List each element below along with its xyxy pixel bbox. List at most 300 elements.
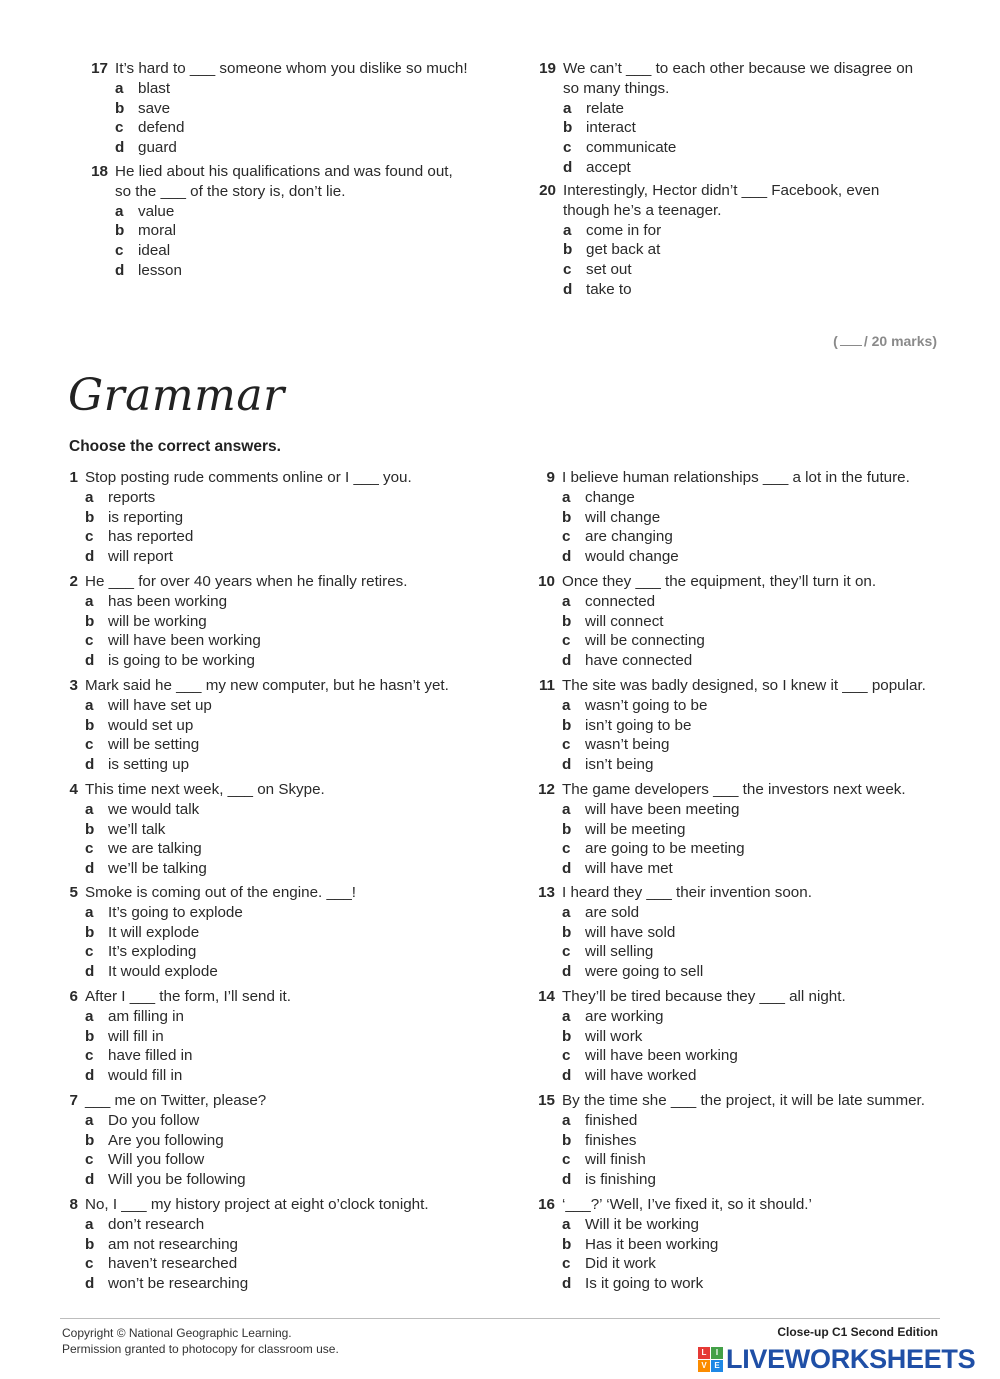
- question-number: 5: [69, 884, 78, 901]
- answer-options: [85, 696, 212, 775]
- logo-tile: E: [711, 1360, 723, 1372]
- option-letter: b: [115, 99, 125, 117]
- option-d[interactable]: [562, 755, 707, 775]
- option-text: will report: [108, 548, 173, 566]
- option-letter: d: [85, 1067, 95, 1085]
- option-text: am not researching: [108, 1235, 239, 1253]
- option-c[interactable]: [562, 631, 705, 651]
- option-b[interactable]: [85, 716, 212, 736]
- stem-line: Smoke is coming out of the engine. ___!: [85, 884, 357, 901]
- option-b[interactable]: [85, 612, 261, 632]
- option-text: isn’t going to be: [585, 716, 692, 734]
- option-letter: a: [85, 1111, 94, 1129]
- option-letter: d: [85, 652, 95, 670]
- option-text: haven’t researched: [108, 1255, 238, 1273]
- option-text: Will you be following: [108, 1171, 246, 1189]
- option-text: relate: [586, 99, 624, 117]
- option-text: Will you follow: [108, 1151, 205, 1169]
- option-letter: c: [562, 1151, 571, 1169]
- option-letter: a: [85, 1215, 94, 1233]
- instruction: Choose the correct answers.: [69, 438, 281, 455]
- option-c[interactable]: [85, 735, 212, 755]
- question-stem: [85, 780, 325, 800]
- option-b[interactable]: [562, 1131, 656, 1151]
- option-c[interactable]: [85, 839, 207, 859]
- option-c[interactable]: [85, 631, 261, 651]
- option-text: accept: [586, 158, 631, 176]
- question-number: 7: [69, 1092, 78, 1109]
- option-text: will be meeting: [585, 820, 686, 838]
- option-letter: a: [85, 488, 94, 506]
- option-d[interactable]: [85, 859, 207, 879]
- question-number: 19: [539, 60, 556, 77]
- option-text: won’t be researching: [108, 1275, 249, 1293]
- stem-line: I believe human relationships ___ a lot in the future.: [562, 469, 910, 486]
- option-d[interactable]: [562, 859, 745, 879]
- option-d[interactable]: [85, 962, 243, 982]
- option-a[interactable]: [85, 800, 207, 820]
- option-a[interactable]: [85, 903, 243, 923]
- option-text: will work: [585, 1027, 643, 1045]
- option-text: will have sold: [585, 923, 676, 941]
- option-text: has been working: [108, 592, 228, 610]
- question-stem: [562, 468, 910, 488]
- option-letter: b: [562, 1235, 572, 1253]
- answer-options: [85, 1007, 192, 1086]
- option-a[interactable]: [115, 202, 182, 222]
- option-letter: d: [115, 261, 125, 279]
- option-letter: c: [115, 242, 124, 260]
- option-text: will be working: [108, 612, 207, 630]
- option-letter: c: [85, 632, 94, 650]
- stem-line: He lied about his qualifications and was found out,: [115, 163, 453, 180]
- option-d[interactable]: [85, 1274, 248, 1294]
- option-letter: c: [85, 1047, 94, 1065]
- option-letter: a: [562, 1111, 571, 1129]
- question-stem: [85, 987, 291, 1007]
- option-letter: c: [562, 840, 571, 858]
- option-a[interactable]: [85, 1215, 248, 1235]
- option-letter: b: [562, 820, 572, 838]
- option-text: will finish: [585, 1151, 646, 1169]
- option-d[interactable]: [85, 547, 193, 567]
- option-text: will have been working: [108, 632, 261, 650]
- option-letter: c: [562, 1047, 571, 1065]
- question-stem: [562, 780, 906, 800]
- option-letter: d: [563, 280, 573, 298]
- option-letter: b: [562, 1131, 572, 1149]
- option-text: finishes: [585, 1131, 637, 1149]
- answer-options: [85, 903, 243, 982]
- option-letter: c: [85, 736, 94, 754]
- option-text: will be connecting: [585, 632, 705, 650]
- option-b[interactable]: [562, 508, 679, 528]
- option-text: would set up: [108, 716, 194, 734]
- option-letter: c: [563, 139, 572, 157]
- option-letter: d: [563, 158, 573, 176]
- option-text: will have set up: [108, 696, 212, 714]
- answer-options: [115, 79, 184, 158]
- option-letter: b: [85, 1027, 95, 1045]
- option-letter: b: [562, 612, 572, 630]
- option-a[interactable]: [115, 79, 184, 99]
- question-number: 6: [69, 988, 78, 1005]
- question-number: 9: [546, 469, 555, 486]
- answer-options: [562, 1007, 738, 1086]
- option-a[interactable]: [85, 1007, 192, 1027]
- option-letter: d: [85, 860, 95, 878]
- answer-options: [85, 1111, 246, 1190]
- option-text: Did it work: [585, 1255, 656, 1273]
- option-c[interactable]: [563, 260, 661, 280]
- option-text: guard: [138, 139, 177, 157]
- option-text: wasn’t going to be: [585, 696, 708, 714]
- option-letter: d: [562, 1171, 572, 1189]
- option-a[interactable]: [562, 903, 703, 923]
- marks-blank[interactable]: [840, 345, 862, 346]
- option-c[interactable]: [562, 735, 707, 755]
- option-a[interactable]: [562, 1111, 656, 1131]
- option-letter: c: [85, 528, 94, 546]
- option-d[interactable]: [85, 1170, 246, 1190]
- option-b[interactable]: [562, 1235, 718, 1255]
- option-text: will change: [585, 508, 661, 526]
- copyright-notice: [62, 1325, 339, 1357]
- question-stem: [85, 468, 412, 488]
- option-letter: a: [562, 1007, 571, 1025]
- option-letter: b: [563, 241, 573, 259]
- stem-line: They’ll be tired because they ___ all night.: [562, 988, 846, 1005]
- option-text: isn’t being: [585, 756, 654, 774]
- option-letter: b: [85, 612, 95, 630]
- liveworksheets-brand: LIVEWORKSHEETS: [726, 1343, 976, 1374]
- option-b[interactable]: [85, 1131, 246, 1151]
- answer-options: [562, 1111, 656, 1190]
- option-a[interactable]: [85, 488, 193, 508]
- option-text: has reported: [108, 528, 194, 546]
- option-c[interactable]: [562, 942, 703, 962]
- question-number: 2: [69, 573, 78, 590]
- option-b[interactable]: [115, 221, 182, 241]
- option-letter: a: [85, 1007, 94, 1025]
- option-b[interactable]: [562, 716, 707, 736]
- option-d[interactable]: [562, 547, 679, 567]
- answer-options: [563, 99, 676, 178]
- option-letter: c: [115, 119, 124, 137]
- option-b[interactable]: [563, 240, 661, 260]
- option-text: will have been working: [585, 1047, 738, 1065]
- stem-line: Stop posting rude comments online or I ___ you.: [85, 469, 412, 486]
- option-text: will have met: [585, 860, 673, 878]
- option-c[interactable]: [115, 241, 182, 261]
- option-text: we’ll be talking: [108, 860, 207, 878]
- option-b[interactable]: [562, 1027, 738, 1047]
- option-a[interactable]: [563, 221, 661, 241]
- stem-line: By the time she ___ the project, it will be late summer.: [562, 1092, 925, 1109]
- option-a[interactable]: [562, 800, 745, 820]
- answer-options: [562, 592, 705, 671]
- answer-options: [115, 202, 182, 281]
- option-text: will have been meeting: [585, 800, 740, 818]
- stem-line: ___ me on Twitter, please?: [85, 1092, 267, 1109]
- option-text: set out: [586, 261, 632, 279]
- option-text: finished: [585, 1111, 638, 1129]
- option-text: don’t research: [108, 1215, 205, 1233]
- option-d[interactable]: [85, 651, 261, 671]
- logo-tile: L: [698, 1347, 710, 1359]
- option-c[interactable]: [85, 1150, 246, 1170]
- option-letter: c: [563, 261, 572, 279]
- option-text: have connected: [585, 652, 693, 670]
- option-letter: d: [85, 548, 95, 566]
- option-c[interactable]: [562, 1254, 718, 1274]
- option-letter: a: [562, 592, 571, 610]
- option-letter: d: [562, 652, 572, 670]
- option-letter: a: [562, 903, 571, 921]
- footer-divider: [60, 1318, 940, 1319]
- option-text: communicate: [586, 139, 677, 157]
- option-text: value: [138, 202, 175, 220]
- option-text: is finishing: [585, 1171, 656, 1189]
- question-stem: [562, 883, 812, 903]
- question-stem: [562, 1091, 925, 1111]
- option-text: wasn’t being: [585, 736, 670, 754]
- question-number: 13: [538, 884, 555, 901]
- option-c[interactable]: [562, 839, 745, 859]
- option-text: It would explode: [108, 963, 218, 981]
- option-b[interactable]: [85, 820, 207, 840]
- option-letter: d: [562, 1067, 572, 1085]
- option-text: are changing: [585, 528, 673, 546]
- answer-options: [562, 488, 679, 567]
- option-text: connected: [585, 592, 656, 610]
- question-stem: [85, 1195, 429, 1215]
- option-letter: b: [85, 1131, 95, 1149]
- question-number: 4: [69, 781, 78, 798]
- answer-options: [85, 1215, 248, 1294]
- option-letter: d: [85, 756, 95, 774]
- stem-line: so many things.: [563, 79, 670, 97]
- question-number: 8: [69, 1196, 78, 1213]
- option-b[interactable]: [85, 508, 193, 528]
- question-number: 16: [538, 1196, 555, 1213]
- option-letter: d: [85, 963, 95, 981]
- stem-line: ‘___?’ ‘Well, I’ve fixed it, so it should.’: [562, 1196, 812, 1213]
- question-stem: [562, 572, 876, 592]
- answer-options: [85, 488, 193, 567]
- option-text: reports: [108, 488, 156, 506]
- stem-line: so the ___ of the story is, don’t lie.: [115, 182, 346, 200]
- question-number: 18: [91, 163, 108, 180]
- option-c[interactable]: [563, 138, 676, 158]
- option-text: will connect: [585, 612, 664, 630]
- option-c[interactable]: [562, 1150, 656, 1170]
- option-a[interactable]: [562, 1215, 718, 1235]
- stem-line: though he’s a teenager.: [563, 201, 722, 219]
- option-letter: b: [115, 222, 125, 240]
- question-stem: [85, 676, 449, 696]
- option-letter: c: [562, 943, 571, 961]
- question-stem: [115, 162, 453, 202]
- option-text: interact: [586, 119, 636, 137]
- option-text: am filling in: [108, 1007, 184, 1025]
- option-text: will be setting: [108, 736, 200, 754]
- option-d[interactable]: [115, 138, 184, 158]
- option-b[interactable]: [562, 923, 703, 943]
- copyright-text: Copyright © National Geographic Learning.: [62, 1326, 292, 1340]
- stem-line: It’s hard to ___ someone whom you dislike so much!: [115, 60, 468, 77]
- logo-tile: I: [711, 1347, 723, 1359]
- stem-line: The site was badly designed, so I knew it ___ popular.: [562, 677, 926, 694]
- option-letter: b: [562, 508, 572, 526]
- option-text: It’s exploding: [108, 943, 197, 961]
- option-b[interactable]: [563, 118, 676, 138]
- option-text: save: [138, 99, 171, 117]
- option-d[interactable]: [563, 158, 676, 178]
- option-text: Do you follow: [108, 1111, 200, 1129]
- option-d[interactable]: [562, 962, 703, 982]
- option-a[interactable]: [85, 696, 212, 716]
- option-letter: b: [562, 923, 572, 941]
- option-a[interactable]: [562, 696, 707, 716]
- option-letter: c: [562, 528, 571, 546]
- question-stem: [85, 1091, 266, 1111]
- option-b[interactable]: [562, 612, 705, 632]
- question-stem: [85, 883, 356, 903]
- option-text: ideal: [138, 242, 171, 260]
- option-d[interactable]: [85, 1066, 192, 1086]
- option-b[interactable]: [562, 820, 745, 840]
- answer-options: [562, 800, 745, 879]
- question-stem: [85, 572, 407, 592]
- marks-total: / 20 marks): [863, 333, 937, 349]
- option-b[interactable]: [85, 923, 243, 943]
- question-stem: [562, 676, 926, 696]
- vocab-marks: [700, 333, 937, 349]
- option-text: defend: [138, 119, 185, 137]
- option-text: It’s going to explode: [108, 903, 243, 921]
- option-a[interactable]: [562, 592, 705, 612]
- option-b[interactable]: [85, 1235, 248, 1255]
- option-letter: c: [85, 1255, 94, 1273]
- option-d[interactable]: [562, 651, 705, 671]
- option-letter: a: [85, 903, 94, 921]
- option-c[interactable]: [85, 1046, 192, 1066]
- option-c[interactable]: [115, 118, 184, 138]
- option-b[interactable]: [115, 99, 184, 119]
- option-text: would change: [585, 548, 679, 566]
- option-text: would fill in: [108, 1067, 183, 1085]
- answer-options: [85, 592, 261, 671]
- stem-line: Mark said he ___ my new computer, but he hasn’t yet.: [85, 677, 449, 694]
- question-number: 12: [538, 781, 555, 798]
- option-c[interactable]: [562, 527, 679, 547]
- option-d[interactable]: [562, 1066, 738, 1086]
- marks-open: (: [833, 333, 838, 349]
- option-text: Are you following: [108, 1131, 224, 1149]
- option-letter: d: [85, 1275, 95, 1293]
- option-d[interactable]: [115, 261, 182, 281]
- question-number: 15: [538, 1092, 555, 1109]
- option-letter: b: [562, 1027, 572, 1045]
- option-a[interactable]: [562, 1007, 738, 1027]
- answer-options: [563, 221, 661, 300]
- option-letter: c: [85, 840, 94, 858]
- liveworksheets-logo[interactable]: [698, 1344, 975, 1374]
- option-a[interactable]: [85, 592, 261, 612]
- option-text: Will it be working: [585, 1215, 699, 1233]
- question-number: 17: [91, 60, 108, 77]
- question-stem: [562, 1195, 812, 1215]
- stem-line: No, I ___ my history project at eight o’clock tonight.: [85, 1196, 429, 1213]
- option-d[interactable]: [563, 280, 661, 300]
- option-c[interactable]: [85, 1254, 248, 1274]
- option-letter: a: [115, 202, 124, 220]
- option-a[interactable]: [85, 1111, 246, 1131]
- stem-line: Once they ___ the equipment, they’ll turn it on.: [562, 573, 877, 590]
- option-text: we’ll talk: [108, 820, 166, 838]
- question-stem: [115, 59, 468, 79]
- option-text: change: [585, 488, 635, 506]
- option-letter: c: [85, 943, 94, 961]
- option-text: lesson: [138, 261, 182, 279]
- option-letter: a: [85, 800, 94, 818]
- permission-text: Permission granted to photocopy for classroom use.: [62, 1342, 339, 1356]
- option-d[interactable]: [85, 755, 212, 775]
- stem-line: After I ___ the form, I’ll send it.: [85, 988, 291, 1005]
- option-text: are working: [585, 1007, 664, 1025]
- option-d[interactable]: [562, 1274, 718, 1294]
- stem-line: Interestingly, Hector didn’t ___ Facebook, even: [563, 182, 880, 199]
- stem-line: We can’t ___ to each other because we disagree on: [563, 60, 914, 77]
- liveworksheets-logo-icon: [698, 1347, 723, 1372]
- option-letter: c: [562, 1255, 571, 1273]
- option-letter: d: [562, 1275, 572, 1293]
- section-title: Grammar: [68, 370, 285, 421]
- option-letter: d: [562, 548, 572, 566]
- option-letter: d: [562, 963, 572, 981]
- logo-tile: V: [698, 1360, 710, 1372]
- option-b[interactable]: [85, 1027, 192, 1047]
- option-letter: d: [562, 756, 572, 774]
- option-text: are sold: [585, 903, 640, 921]
- option-text: are going to be meeting: [585, 840, 745, 858]
- option-letter: b: [562, 716, 572, 734]
- option-a[interactable]: [562, 488, 679, 508]
- option-letter: b: [85, 1235, 95, 1253]
- option-a[interactable]: [563, 99, 676, 119]
- option-letter: a: [563, 221, 572, 239]
- option-letter: a: [562, 1215, 571, 1233]
- option-d[interactable]: [562, 1170, 656, 1190]
- option-text: is reporting: [108, 508, 184, 526]
- option-c[interactable]: [85, 527, 193, 547]
- question-number: 11: [538, 677, 555, 694]
- option-c[interactable]: [562, 1046, 738, 1066]
- question-number: 20: [539, 182, 556, 199]
- option-text: will fill in: [108, 1027, 164, 1045]
- answer-options: [562, 696, 707, 775]
- option-text: is setting up: [108, 756, 190, 774]
- option-c[interactable]: [85, 942, 243, 962]
- answer-options: [562, 903, 703, 982]
- question-number: 10: [538, 573, 555, 590]
- option-letter: d: [562, 860, 572, 878]
- option-text: blast: [138, 79, 171, 97]
- option-text: will selling: [585, 943, 654, 961]
- option-text: will have worked: [585, 1067, 697, 1085]
- question-stem: [562, 987, 846, 1007]
